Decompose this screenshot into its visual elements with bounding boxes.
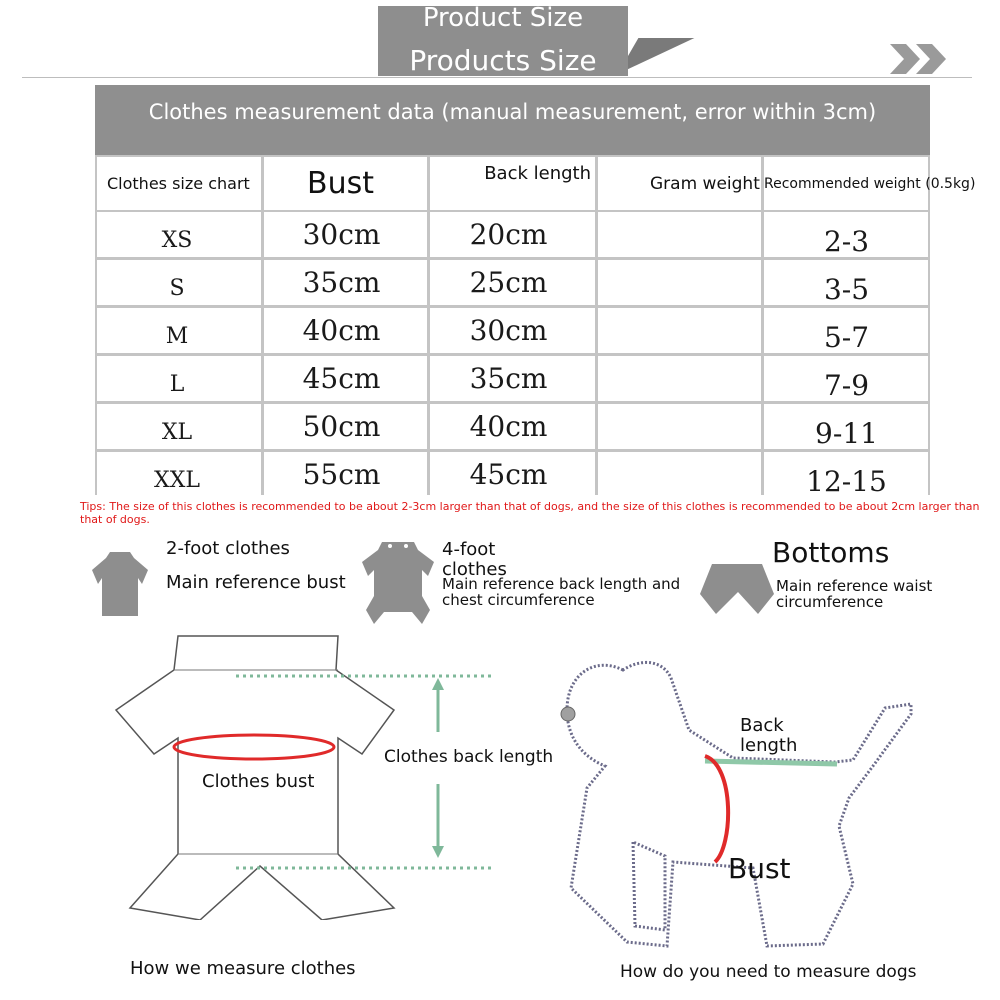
table-cell-back-length: 25cm	[430, 260, 595, 305]
table-cell-back-length: 40cm	[430, 404, 595, 449]
two-foot-clothes-note: Main reference bust	[166, 572, 346, 593]
bottoms-title: Bottoms	[772, 536, 890, 569]
two-foot-clothes-icon	[90, 548, 150, 618]
dog-diagram	[555, 650, 930, 950]
table-cell-recommended-weight: 5-7	[764, 308, 928, 353]
table-cell-bust: 55cm	[264, 452, 427, 497]
table-cell-bust: 40cm	[264, 308, 427, 353]
table-cell-recommended-weight: 9-11	[764, 404, 928, 449]
two-foot-clothes-title: 2-foot clothes	[166, 538, 290, 559]
table-cell-bust: 50cm	[264, 404, 427, 449]
table-cell-back-length: 20cm	[430, 212, 595, 257]
dog-back-length-label: Back length	[740, 715, 798, 756]
table-cell-bust: 35cm	[264, 260, 427, 305]
dog-nose	[561, 707, 575, 721]
table-banner: Clothes measurement data (manual measurement, error within 3cm)	[95, 85, 930, 155]
table-cell-size: L	[97, 356, 261, 401]
table-cell-recommended-weight: 12-15	[764, 452, 928, 497]
table-cell-gram-weight	[598, 356, 761, 401]
table-cell-gram-weight	[598, 260, 761, 305]
header-divider	[22, 77, 972, 78]
table-header-back-length: Back length	[430, 157, 595, 210]
table-cell-bust: 30cm	[264, 212, 427, 257]
dog-bust-label: Bust	[728, 852, 791, 885]
header-title-top: Product Size	[422, 6, 584, 33]
table-cell-back-length: 45cm	[430, 452, 595, 497]
four-foot-clothes-icon	[360, 540, 436, 626]
dog-outline	[567, 662, 911, 946]
clothes-bust-label: Clothes bust	[202, 771, 315, 792]
table-cell-gram-weight	[598, 212, 761, 257]
table-cell-gram-weight	[598, 308, 761, 353]
table-cell-gram-weight	[598, 404, 761, 449]
table-cell-back-length: 35cm	[430, 356, 595, 401]
table-cell-recommended-weight: 7-9	[764, 356, 928, 401]
size-table	[95, 85, 976, 498]
bottoms-icon	[698, 560, 776, 618]
table-header-recommended-weight: Recommended weight (0.5kg)	[764, 157, 928, 210]
table-cell-size: XXL	[97, 452, 261, 497]
header-title-main: Products Size	[409, 44, 597, 77]
four-foot-clothes-title: 4-foot clothes	[442, 539, 507, 580]
dog-back-length-line	[705, 761, 837, 764]
table-header-size-chart: Clothes size chart	[97, 157, 261, 210]
double-chevron-right-icon	[888, 44, 950, 74]
four-foot-clothes-note: Main reference back length and chest circumference	[442, 575, 681, 609]
table-cell-gram-weight	[598, 452, 761, 497]
table-cell-size: XS	[97, 212, 261, 257]
table-cell-recommended-weight: 2-3	[764, 212, 928, 257]
caption-clothes: How we measure clothes	[130, 958, 356, 979]
tips-text: Tips: The size of this clothes is recommended to be about 2-3cm larger than that of dogs, and the size of this clothes is recommended to be about 2cm larger than that of dogs.	[80, 500, 980, 526]
table-cell-back-length: 30cm	[430, 308, 595, 353]
dog-bust-line	[705, 756, 728, 862]
table-cell-size: M	[97, 308, 261, 353]
bottoms-note: Main reference waist circumference	[776, 577, 933, 611]
table-header-bust: Bust	[264, 157, 427, 210]
table-header-gram-weight: Gram weight	[598, 157, 761, 210]
table-cell-recommended-weight: 3-5	[764, 260, 928, 305]
table-cell-size: XL	[97, 404, 261, 449]
clothes-back-length-label: Clothes back length	[384, 747, 554, 767]
caption-dog: How do you need to measure dogs	[620, 962, 917, 982]
header-title-tab	[378, 6, 628, 76]
table-cell-bust: 45cm	[264, 356, 427, 401]
table-cell-size: S	[97, 260, 261, 305]
header-shadow	[618, 38, 695, 74]
